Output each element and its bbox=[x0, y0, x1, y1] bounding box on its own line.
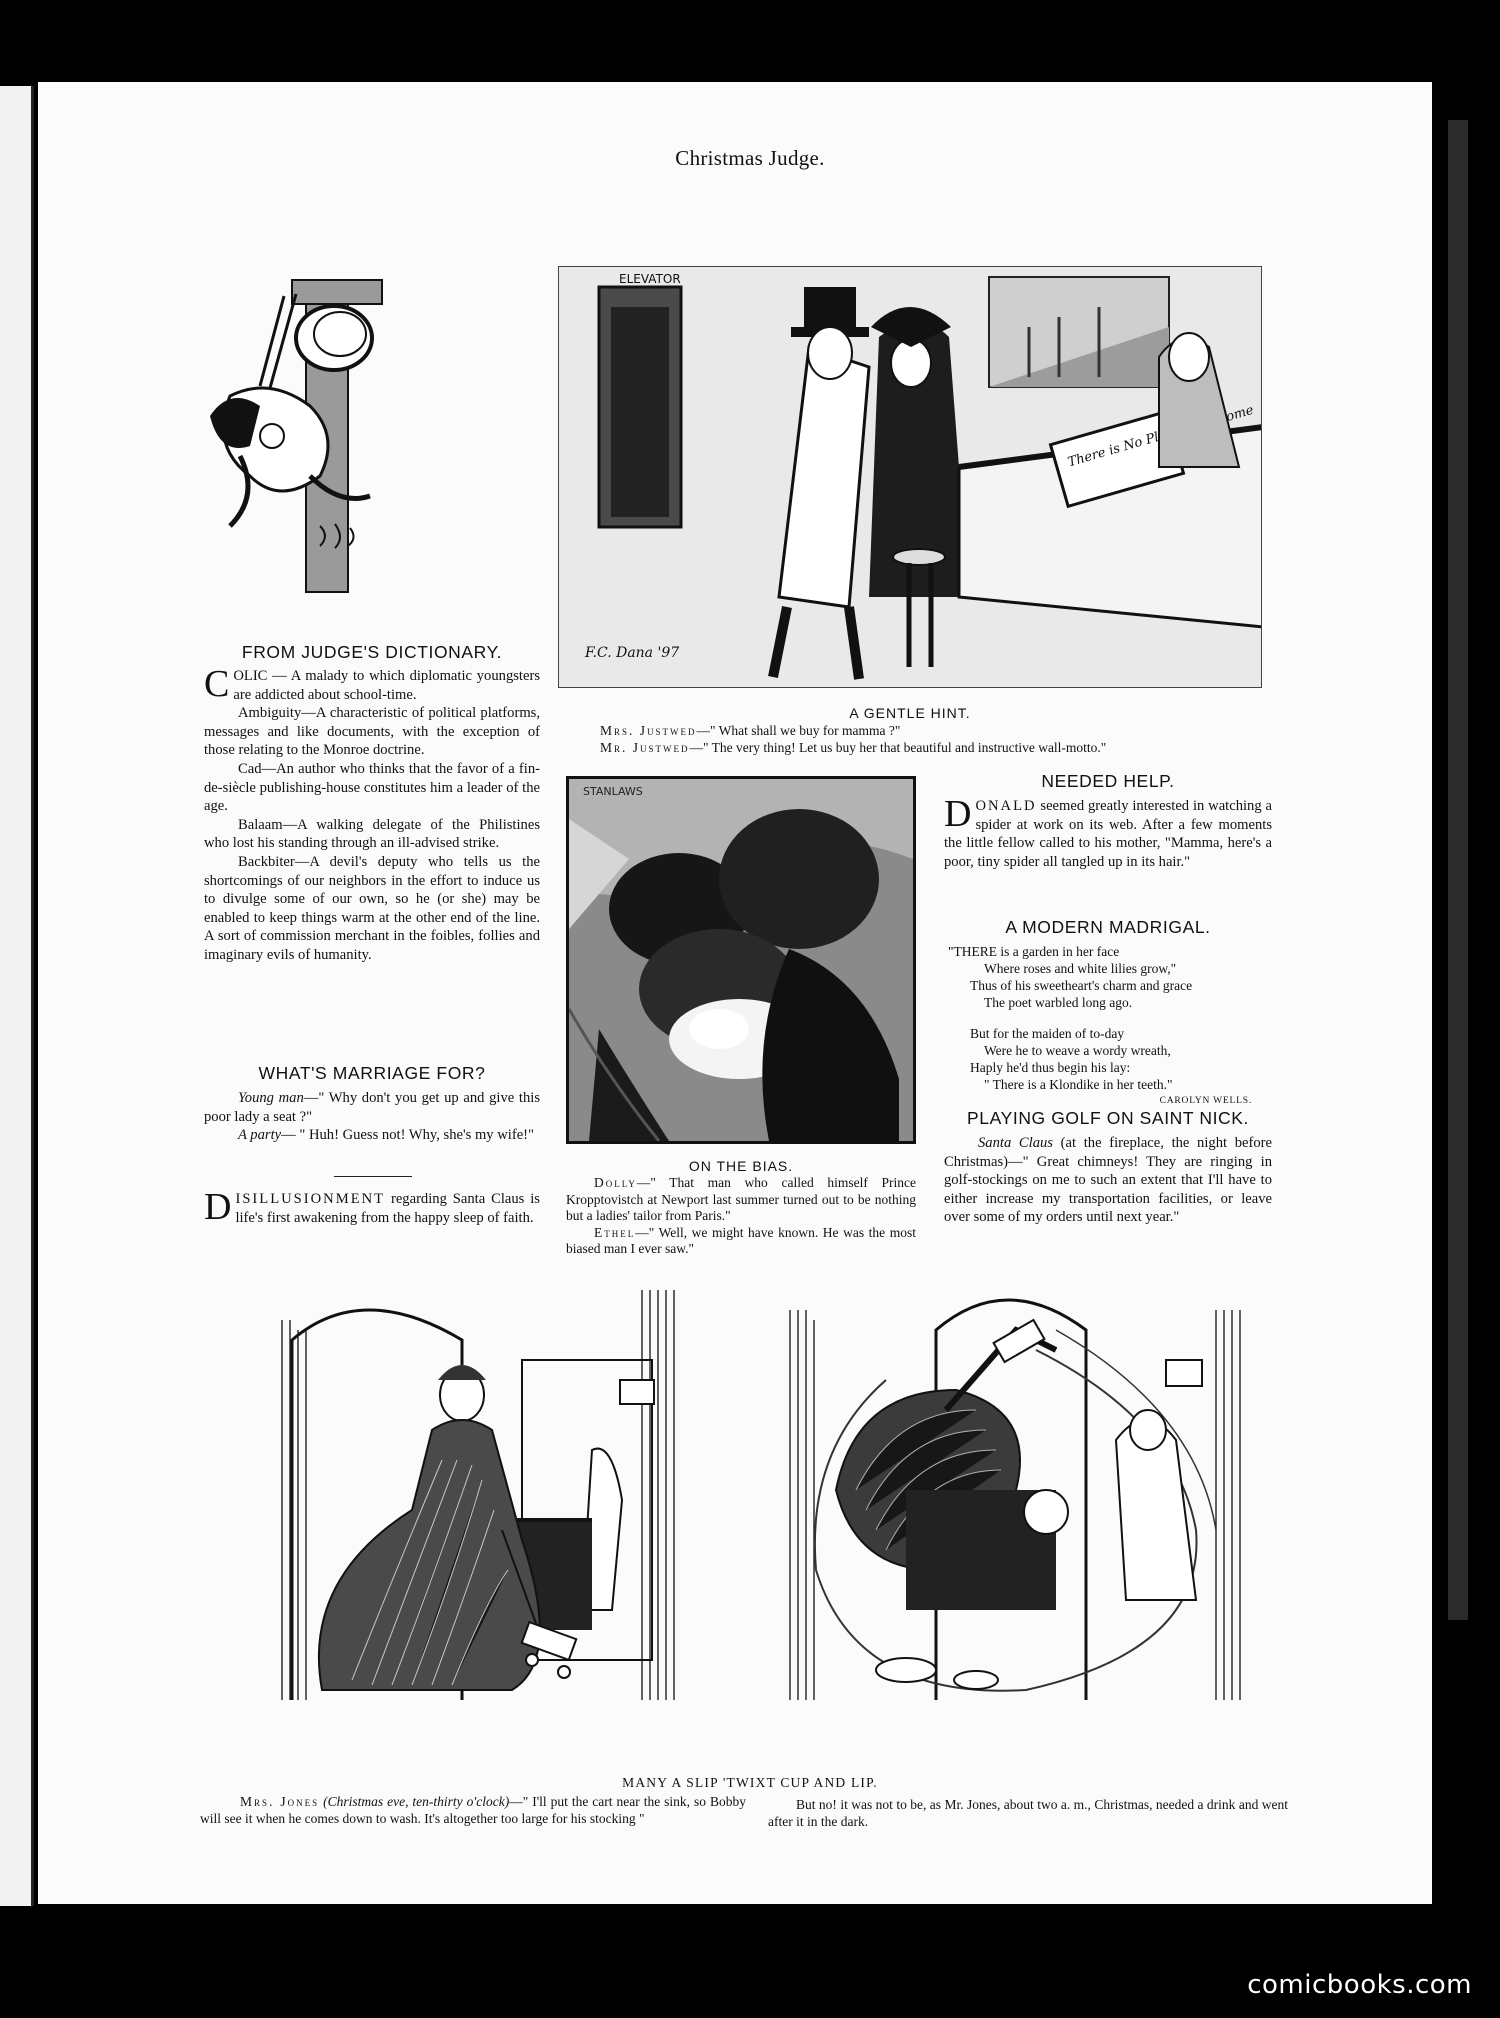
dictionary-balaam: Balaam—A walking delegate of the Philistines who lost his standing through an ill-advised strike. bbox=[204, 816, 540, 852]
dictionary-drop-cap: C bbox=[204, 663, 230, 705]
madrigal-line: Thus of his sweetheart's charm and grace bbox=[970, 978, 1193, 993]
gentle-hint-signature: F.C. Dana '97 bbox=[585, 645, 680, 661]
needed-help-drop-cap: D bbox=[944, 793, 972, 835]
column-divider bbox=[334, 1176, 412, 1177]
madrigal-author: CAROLYN WELLS. bbox=[1159, 1096, 1252, 1106]
on-the-bias-speaker-1: Dolly bbox=[594, 1175, 637, 1190]
marriage-speaker-2: A party bbox=[238, 1127, 282, 1144]
on-the-bias-signature: STANLAWS bbox=[583, 785, 643, 798]
slip-speaker: Mrs. Jones bbox=[240, 1794, 320, 1809]
slip-title: MANY A SLIP 'TWIXT CUP AND LIP. bbox=[622, 1775, 878, 1790]
watermark: comicbooks.com bbox=[1247, 1970, 1472, 2000]
slip-right-text: But no! it was not to be, as Mr. Jones, about two a. m., Christmas, needed a drink and went after it in the dark. bbox=[768, 1797, 1288, 1829]
golf-speaker: Santa Claus bbox=[978, 1135, 1053, 1151]
marriage-title: WHAT'S MARRIAGE FOR? bbox=[258, 1063, 486, 1083]
madrigal-line: Haply he'd thus begin his lay: bbox=[970, 1060, 1131, 1075]
gentle-hint-caption bbox=[600, 723, 1260, 756]
madrigal-line: But for the maiden of to-day bbox=[970, 1026, 1125, 1041]
madrigal-line: Were he to weave a wordy wreath, bbox=[984, 1043, 1171, 1058]
madrigal-line: The poet warbled long ago. bbox=[984, 995, 1133, 1010]
golf-title: PLAYING GOLF ON SAINT NICK. bbox=[967, 1108, 1249, 1128]
marriage-line-1: —" Why don't you get up and give this poor lady a seat ?" bbox=[204, 1090, 541, 1125]
needed-help-word: ONALD bbox=[975, 798, 1037, 814]
dictionary-body bbox=[204, 663, 540, 965]
madrigal-line: "THERE is a garden in her face bbox=[948, 944, 1120, 959]
gentle-hint-illustration bbox=[558, 266, 1262, 688]
elevator-sign: ELEVATOR bbox=[619, 272, 681, 286]
madrigal-line: Where roses and white lilies grow," bbox=[984, 961, 1177, 976]
gentle-hint-speaker-1: Mrs. Justwed bbox=[600, 723, 697, 738]
needed-help-title: NEEDED HELP. bbox=[1041, 771, 1175, 791]
on-the-bias-illustration bbox=[566, 776, 916, 1144]
dictionary-ambiguity: Ambiguity—A characteristic of political platforms, messages and like documents, with the exception of those relating to the Monroe doctrine. bbox=[204, 705, 540, 759]
motto-sign: There is No Home bbox=[1066, 402, 1256, 471]
slip-caption-left bbox=[200, 1794, 746, 1827]
needed-help-body bbox=[944, 793, 1272, 871]
disillusionment-text: regarding Santa Claus is life's first awakening from the happy sleep of faith. bbox=[235, 1191, 540, 1226]
slip-illustration-left bbox=[262, 1280, 704, 1708]
marriage-line-2: — " Huh! Guess not! Why, she's my wife!" bbox=[281, 1127, 534, 1144]
madrigal-line: " There is a Klondike in her teeth." bbox=[984, 1077, 1173, 1092]
dictionary-colic: OLIC — A malady to which diplomatic youngsters are addicted about school-time. bbox=[233, 668, 540, 703]
decorative-initial-illustration bbox=[200, 276, 390, 596]
on-the-bias-line-1: —" That man who called himself Prince Kropptovistch at Newport last summer turned out to be nothing but a ladies' tailor from Paris." bbox=[566, 1175, 916, 1223]
gentle-hint-speaker-2: Mr. Justwed bbox=[600, 739, 690, 755]
gentle-hint-title: A GENTLE HINT. bbox=[849, 705, 971, 721]
on-the-bias-line-2: —" Well, we might have known. He was the most biased man I ever saw." bbox=[566, 1224, 916, 1256]
disillusionment-word: ISILLUSIONMENT bbox=[235, 1191, 386, 1207]
disillusionment-drop-cap: D bbox=[204, 1186, 232, 1228]
marriage-speaker-1: Young man bbox=[238, 1090, 304, 1106]
madrigal-poem bbox=[948, 943, 1272, 1110]
binding-shadow bbox=[1448, 120, 1468, 1620]
golf-body bbox=[944, 1134, 1272, 1227]
on-the-bias-speaker-2: Ethel bbox=[594, 1224, 636, 1240]
on-the-bias-title: ON THE BIAS. bbox=[688, 1158, 794, 1174]
disillusionment-body bbox=[204, 1186, 540, 1228]
slip-illustration-right bbox=[776, 1270, 1264, 1710]
golf-text: (at the fireplace, the night before Christmas)—" Great chimneys! They are ringing in golf-stockings on me to such an extent that I'll have to either increase my transportation facilities, or leave over some of my orders until next year." bbox=[944, 1135, 1272, 1226]
slip-caption-right bbox=[768, 1797, 1288, 1830]
dictionary-backbiter: Backbiter—A devil's deputy who tells us the shortcomings of our neighbors in the effort to induce us to divulge some of our own, so he (or she) may be enabled to keep things warm at the other end of the line. A sort of commission merchant in the foibles, follies and imaginary evils of humanity. bbox=[204, 853, 540, 963]
running-head: Christmas Judge. bbox=[675, 146, 825, 170]
needed-help-text: seemed greatly interested in watching a spider at work on its web. After a few moments the little fellow called to his mother, "Mamma, here's a poor, tiny spider all tangled up in its hair." bbox=[944, 798, 1272, 870]
facing-page-edge bbox=[0, 86, 34, 1906]
marriage-body bbox=[204, 1089, 540, 1145]
slip-left-text: —" I'll put the cart near the sink, so Bobby will see it when he comes down to wash. It's altogether too large for his stocking " bbox=[200, 1794, 746, 1826]
dictionary-title: FROM JUDGE'S DICTIONARY. bbox=[241, 642, 503, 662]
on-the-bias-caption bbox=[566, 1175, 916, 1258]
madrigal-title: A MODERN MADRIGAL. bbox=[1005, 917, 1211, 937]
gentle-hint-line-2: —" The very thing! Let us buy her that beautiful and instructive wall-motto." bbox=[689, 739, 1107, 755]
slip-stage-direction: (Christmas eve, ten-thirty o'clock) bbox=[323, 1794, 510, 1809]
dictionary-cad: Cad—An author who thinks that the favor of a fin-de-siècle publishing-house constitutes him a leader of the age. bbox=[204, 760, 540, 815]
gentle-hint-line-1: —" What shall we buy for mamma ?" bbox=[696, 723, 901, 738]
